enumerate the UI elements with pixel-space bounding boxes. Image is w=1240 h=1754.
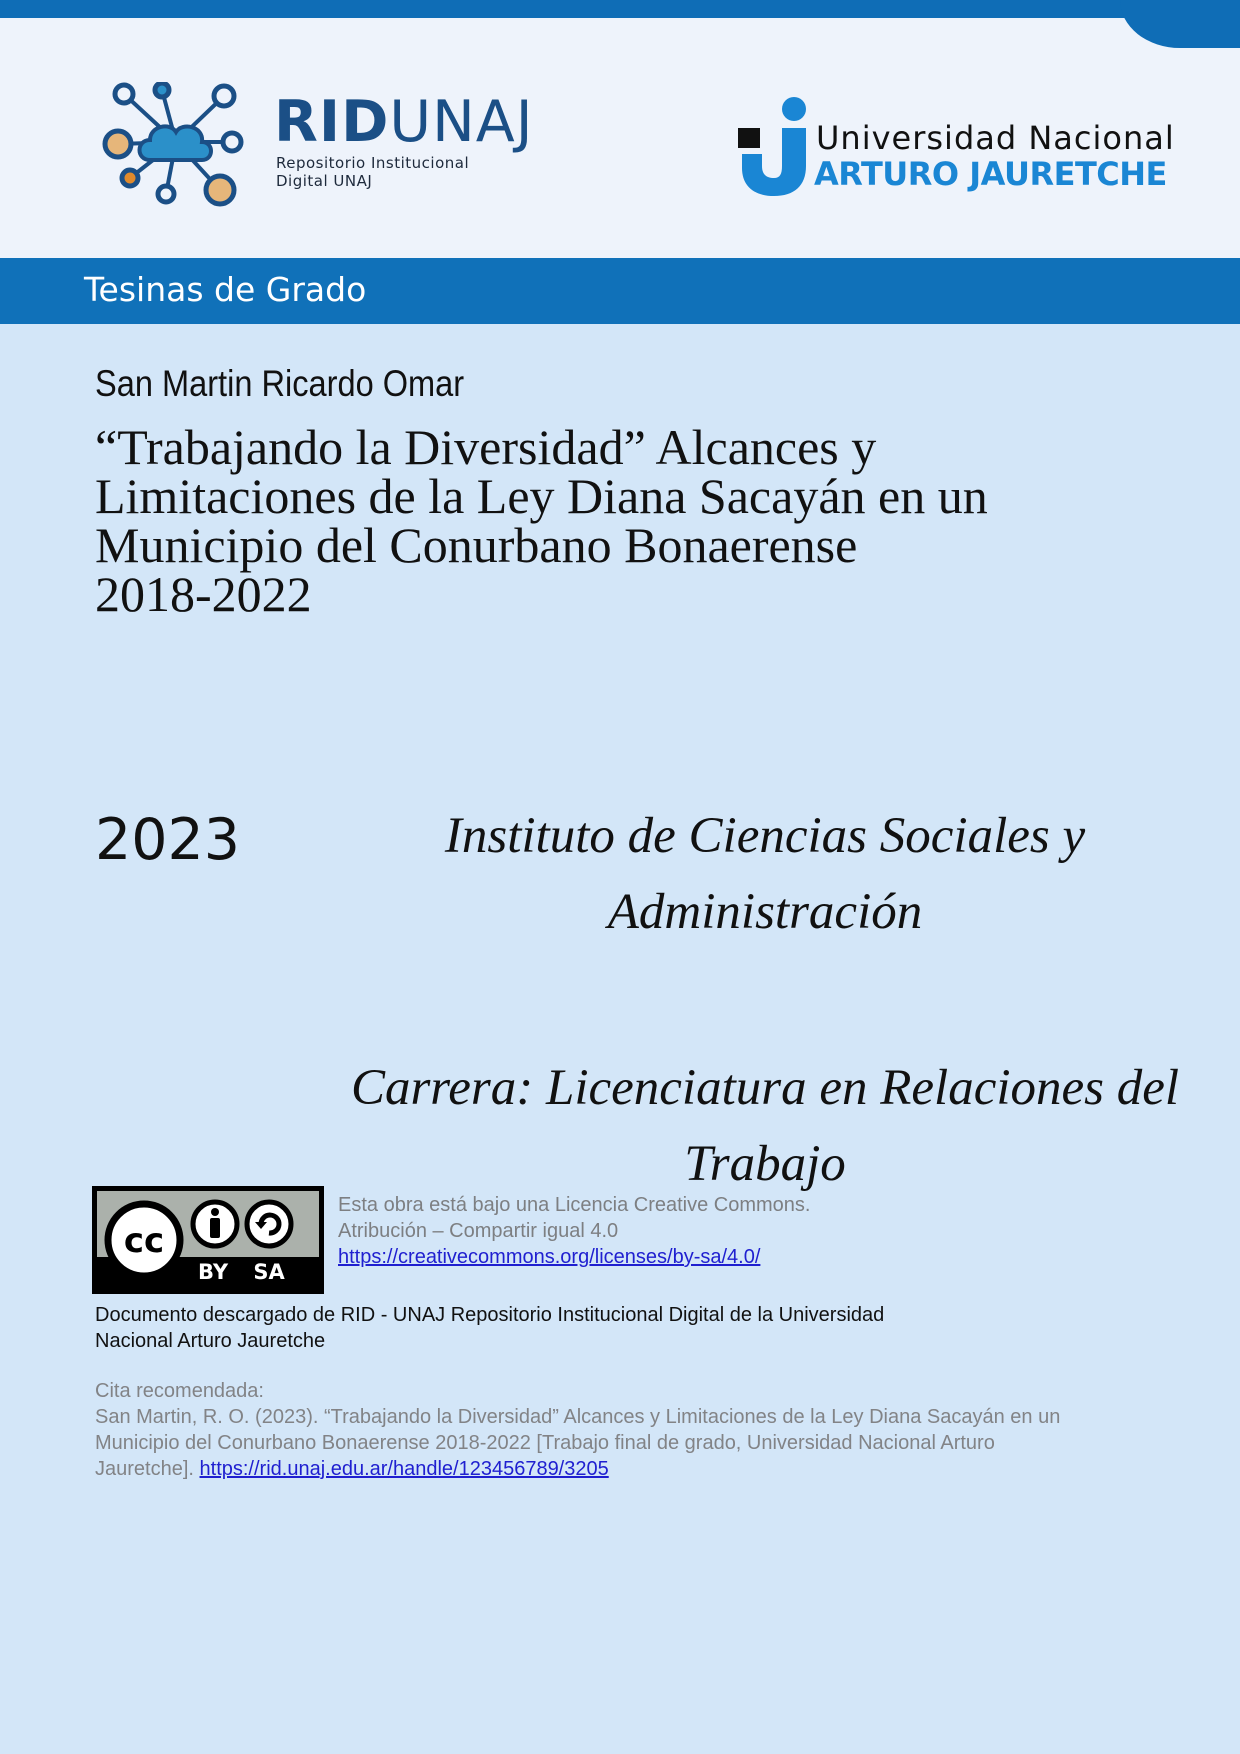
cc-icon bbox=[98, 1190, 198, 1290]
header bbox=[0, 0, 1240, 258]
unaj-j-mark-icon bbox=[738, 96, 810, 200]
unaj-logo bbox=[738, 96, 1175, 206]
attribution-icon bbox=[190, 1196, 240, 1252]
cc-by-sa-badge[interactable] bbox=[92, 1186, 324, 1294]
rid-brand-subtitle: Repositorio Institucional Digital UNAJ bbox=[276, 154, 470, 190]
title-line: Limitaciones de la Ley Diana Sacayán en un bbox=[95, 468, 988, 524]
top-accent-corner bbox=[1120, 0, 1240, 48]
citation-block: Cita recomendada: San Martin, R. O. (2023). “Trabajando la Diversidad” Alcances y Limitaciones de la Ley Diana Sacayán en un Municipio del Conurbano Bonaerense 2018-2022 [Trabajo final de grado, Universidad Nacional Arturo Jauretche]. https://rid.unaj.edu.ar/handle/123456789/3205 bbox=[95, 1378, 1175, 1482]
svg-text:cc: cc bbox=[123, 1221, 165, 1261]
institute-name: Instituto de Ciencias Sociales y Administración bbox=[444, 808, 1086, 940]
citation-link[interactable]: https://rid.unaj.edu.ar/handle/123456789/3205 bbox=[199, 1458, 609, 1480]
rid-unaj-logo bbox=[92, 82, 532, 210]
title-line: “Trabajando la Diversidad” Alcances y bbox=[95, 419, 877, 475]
author-name: San Martin Ricardo Omar bbox=[95, 363, 465, 404]
license-link[interactable]: https://creativecommons.org/licenses/by-sa/4.0/ bbox=[338, 1246, 761, 1268]
unaj-name-line2: ARTURO JAURETCHE bbox=[814, 155, 1167, 193]
top-accent-bar bbox=[0, 0, 1240, 18]
cc-badge-labels: BY SA bbox=[198, 1260, 285, 1284]
cloud-network-icon bbox=[92, 82, 262, 210]
license-block bbox=[92, 1186, 1192, 1296]
year: 2023 bbox=[95, 807, 241, 873]
institute-career-block bbox=[350, 798, 1180, 1202]
license-text: Esta obra está bajo una Licencia Creative Commons. Atribución – Compartir igual 4.0 https://creativecommons.org/licenses/by-sa/4.0/ bbox=[338, 1194, 811, 1268]
career-name: Carrera: Licenciatura en Relaciones del Trabajo bbox=[350, 1060, 1180, 1192]
thesis-title bbox=[95, 419, 1155, 622]
share-alike-icon bbox=[244, 1196, 294, 1252]
title-line: Municipio del Conurbano Bonaerense bbox=[95, 517, 858, 573]
section-label: Tesinas de Grado bbox=[84, 270, 367, 309]
section-band bbox=[0, 258, 1240, 324]
title-line: 2018-2022 bbox=[95, 566, 312, 622]
unaj-name-line1: Universidad Nacional bbox=[816, 119, 1175, 157]
citation-heading: Cita recomendada: bbox=[95, 1380, 264, 1402]
rid-brand-title: RIDUNAJ bbox=[274, 89, 534, 155]
download-notice: Documento descargado de RID - UNAJ Repositorio Institucional Digital de la Universidad Nacional Arturo Jauretche bbox=[95, 1304, 885, 1352]
